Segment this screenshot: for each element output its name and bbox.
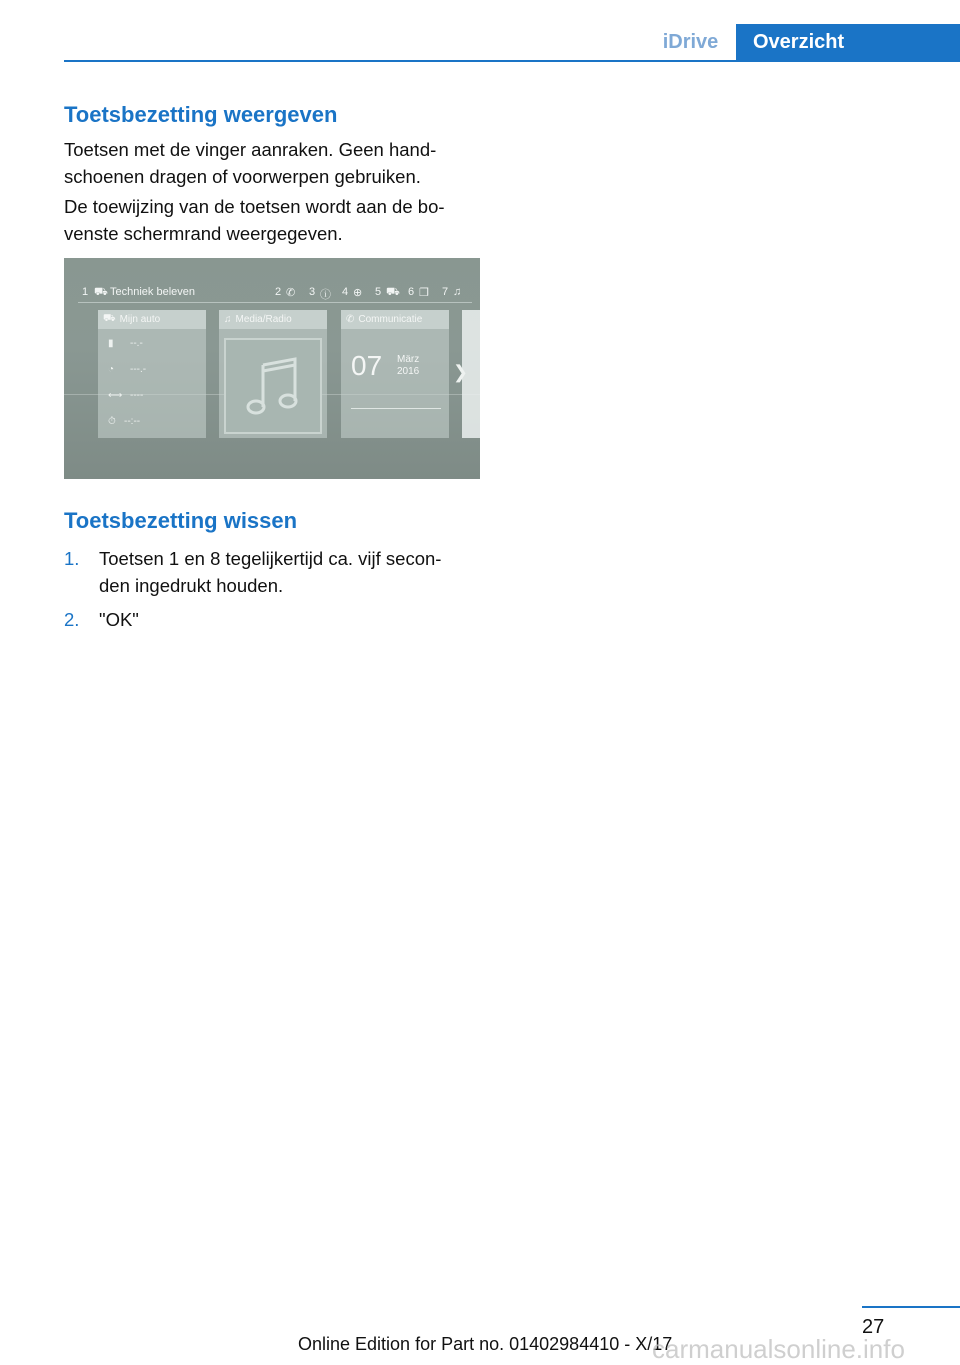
edition-note: Online Edition for Part no. 01402984410 - X/17 <box>298 1334 673 1354</box>
phone-icon: ✆ <box>346 314 355 325</box>
album-art <box>224 338 322 434</box>
header-rule <box>64 60 960 62</box>
tile-title: Media/Radio <box>235 314 292 325</box>
chevron-right-icon: ❯ <box>453 362 469 382</box>
date-month: März <box>397 354 420 365</box>
list-item <box>64 606 484 633</box>
date-day: 07 <box>351 350 383 381</box>
page-number: 27 <box>862 1316 885 1338</box>
tile-header <box>98 310 206 329</box>
footer-rule <box>862 1306 960 1308</box>
timer-icon: ⏱ <box>108 416 116 427</box>
tile-media-radio <box>219 310 327 438</box>
car-icon: ⛟ <box>386 286 400 298</box>
fuel-value: --.- <box>130 338 143 349</box>
date-month-year <box>397 354 419 378</box>
speed-value: ---.- <box>130 364 147 375</box>
speed-icon: ◔ <box>108 364 115 375</box>
phone-icon: ✆ <box>286 287 296 299</box>
paragraph-line: schoenen dragen of voorwerpen gebruiken. <box>64 166 421 187</box>
key-number: 4 <box>342 286 349 298</box>
time-value: --:-- <box>124 416 141 427</box>
info-icon: ⓘ <box>320 289 331 301</box>
range-value: ---- <box>130 390 144 401</box>
key-number: 3 <box>309 286 316 298</box>
step-text: "OK" <box>99 609 139 630</box>
paragraph-line: De toewijzing van de toetsen wordt aan de bo‐ <box>64 196 445 217</box>
section-heading-clear-assignment: Toetsbezetting wissen <box>64 508 298 533</box>
header-tab-section[interactable]: iDrive <box>662 31 719 53</box>
paragraph-line: venste schermrand weergegeven. <box>64 223 343 244</box>
tile-my-car <box>98 310 206 438</box>
key-label: Techniek beleven <box>110 286 196 298</box>
idrive-screen-figure <box>64 258 480 479</box>
key-number: 1 <box>82 286 89 298</box>
tile-header <box>219 310 327 329</box>
favorite-keys-bar <box>78 286 472 300</box>
key-number: 5 <box>375 286 382 298</box>
tile-title: Mijn auto <box>119 314 161 325</box>
divider <box>351 408 441 409</box>
fuel-icon: ▮ <box>108 338 114 349</box>
tile-header <box>341 310 449 329</box>
music-note-icon: ♫ <box>224 314 232 325</box>
key-number: 7 <box>442 286 449 298</box>
range-icon: ⟷ <box>108 390 123 401</box>
steps-list <box>64 545 484 640</box>
tile-title: Communicatie <box>358 314 423 325</box>
header-tab-chapter[interactable]: Overzicht <box>736 24 960 61</box>
key-number: 2 <box>275 286 282 298</box>
step-text: den ingedrukt houden. <box>99 575 284 596</box>
paragraph-line: Toetsen met de vinger aanraken. Geen hand‐ <box>64 139 437 160</box>
globe-icon: ⊕ <box>353 287 363 299</box>
key-number: 6 <box>408 286 415 298</box>
window-icon: ❐ <box>419 287 429 299</box>
tile-communication <box>341 310 449 438</box>
section-heading-show-assignment: Toetsbezetting weergeven <box>64 102 338 127</box>
divider <box>78 302 472 303</box>
step-number: 1. <box>64 548 80 569</box>
step-number: 2. <box>64 609 80 630</box>
list-item <box>64 545 484 599</box>
date-year: 2016 <box>397 366 420 377</box>
paragraph-assignment <box>64 193 484 247</box>
car-icon: ⛟ <box>103 313 116 324</box>
music-note-icon: ♫ <box>453 286 462 298</box>
paragraph-gloves <box>64 136 484 190</box>
step-text: Toetsen 1 en 8 tegelijkertijd ca. vijf secon‐ <box>99 548 442 569</box>
music-note-icon <box>243 355 303 417</box>
car-icon: ⛟ <box>94 286 108 298</box>
watermark: carmanualsonline.info <box>652 1334 905 1364</box>
